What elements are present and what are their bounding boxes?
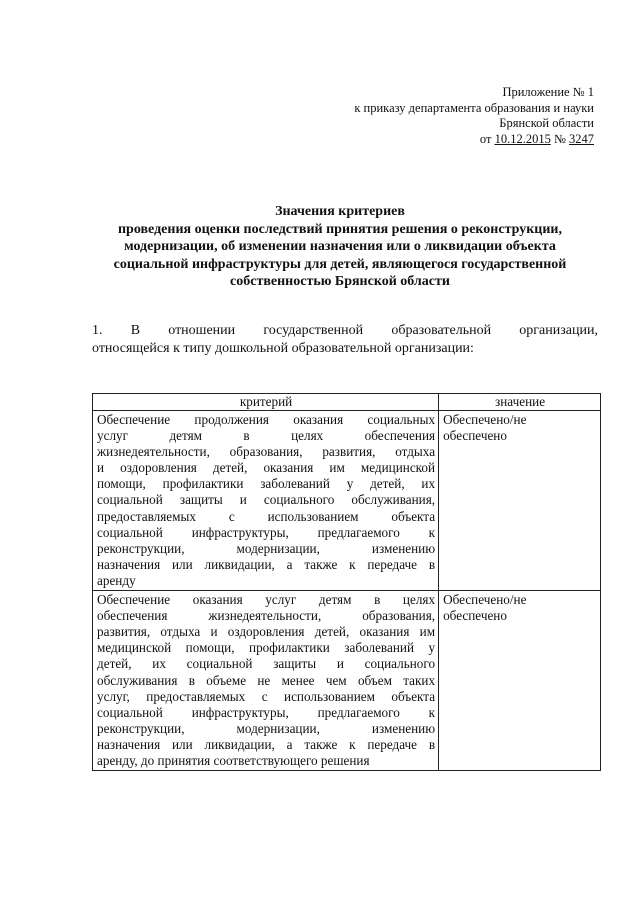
criterion-line: реконструкции, модернизации, изменению (97, 540, 436, 556)
value-line: обеспечено (443, 428, 507, 444)
criterion-line: услуг детям в целях обеспечения (97, 428, 436, 444)
paragraph-word: В (130, 323, 141, 338)
table-row (93, 591, 601, 771)
criterion-line: назначения или ликвидации, а также к передаче в (97, 736, 436, 752)
criterion-line: Обеспечение оказания услуг детям в целях (97, 592, 436, 608)
criteria-table (92, 393, 601, 771)
criterion-line: помощи, профилактики заболеваний у детей, их (97, 476, 436, 492)
title-line: проведения оценки последствий принятия решения о реконструкции, (117, 221, 562, 237)
criterion-line: социальной защиты и социального обслуживания, (97, 492, 436, 508)
criterion-line: развития, отдыха и оздоровления детей, оказания им (97, 624, 436, 640)
criterion-line: социальной инфраструктуры, предлагаемого к (97, 704, 436, 720)
document-title (60, 203, 620, 291)
title-line: социальной инфраструктуры для детей, являющегося государственной (113, 256, 567, 272)
criterion-line: обслуживания в объеме не менее чем объем таких (97, 672, 436, 688)
criterion-line: и оздоровления детей, оказания им медицинской (97, 460, 436, 476)
column-header-criterion: критерий (93, 394, 439, 411)
title-line: собственностью Брянской области (230, 274, 450, 289)
appendix-header (294, 85, 594, 147)
column-header-value: значение (439, 394, 601, 411)
paragraph-word: отношении (168, 323, 236, 338)
criterion-line: аренду (97, 572, 136, 588)
criterion-line: услуг, предоставляемых с использованием объекта (97, 688, 436, 704)
paragraph-word: организации, (519, 323, 598, 338)
title-line: модернизации, об изменении назначения или о ликвидации объекта (124, 239, 556, 254)
order-prefix: от (479, 131, 495, 146)
order-date: 10.12.2015 (494, 131, 551, 146)
criterion-line: назначения или ликвидации, а также к передаче в (97, 556, 436, 572)
value-line: обеспечено (443, 608, 507, 624)
table-header-row (93, 394, 601, 411)
order-number-label: № (550, 131, 569, 146)
order-number: 3247 (569, 131, 594, 146)
criterion-cell (93, 591, 439, 771)
appendix-line: Приложение № 1 (502, 85, 594, 99)
criterion-line: реконструкции, модернизации, изменению (97, 720, 436, 736)
paragraph-word: образовательной (391, 323, 492, 338)
criterion-line: детей, их социальной защиты и социального (97, 656, 436, 672)
criterion-cell (93, 411, 439, 591)
table-row (93, 411, 601, 591)
paragraph-second-line: относящейся к типу дошкольной образовательной организации: (92, 340, 474, 356)
value-cell (439, 591, 601, 771)
appendix-line: Брянской области (499, 116, 594, 130)
paragraph-number: 1. (92, 323, 103, 338)
criterion-line: социальной инфраструктуры, предлагаемого к (97, 524, 436, 540)
value-line: Обеспечено/не (443, 412, 527, 427)
criterion-line: обеспечения жизнедеятельности, образования, (97, 608, 436, 624)
value-line: Обеспечено/не (443, 592, 527, 608)
order-reference (294, 132, 594, 148)
criterion-line: жизнедеятельности, образования, развития, отдыха (97, 444, 436, 460)
criterion-line: Обеспечение продолжения оказания социальных (97, 412, 436, 427)
title-line: Значения критериев (275, 204, 405, 219)
paragraph-word: государственной (263, 323, 364, 338)
criterion-line: медицинской помощи, профилактики заболеваний у (97, 640, 436, 656)
paragraph-first-line (92, 322, 598, 340)
value-cell (439, 411, 601, 591)
section-paragraph (92, 322, 598, 357)
criterion-line: аренду, до принятия соответствующего решения (97, 752, 370, 768)
criterion-line: предоставляемых с использованием объекта (97, 508, 436, 524)
appendix-line: к приказу департамента образования и науки (354, 100, 594, 115)
